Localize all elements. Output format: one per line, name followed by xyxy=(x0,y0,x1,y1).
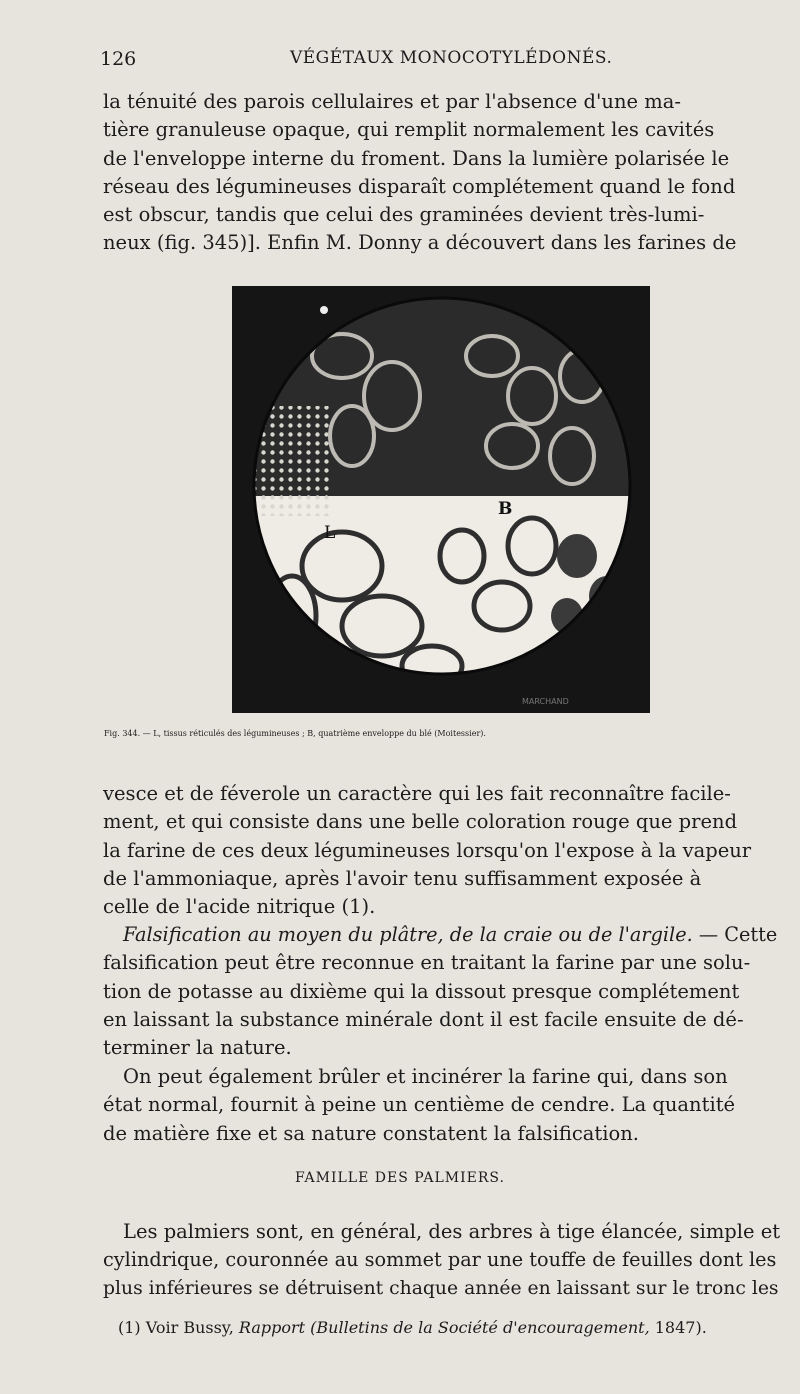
page-number: 126 xyxy=(100,48,137,70)
footnote-ref: Rapport xyxy=(238,1318,306,1337)
text-line: Les palmiers sont, en général, des arbres à tige élancée, simple et xyxy=(123,1220,781,1243)
text-line: état normal, fournit à peine un centième de cendre. La quantité xyxy=(103,1093,736,1117)
engraver-signature: MARCHAND xyxy=(522,697,569,706)
figure-label-b: B xyxy=(498,499,513,519)
text-line: de l'ammoniaque, après l'avoir tenu suffisamment exposée à xyxy=(103,866,702,890)
section-title: FAMILLE DES PALMIERS. xyxy=(295,1170,505,1186)
text-line: de matière fixe et sa nature constatent la falsification. xyxy=(103,1121,639,1145)
text-line: la farine de ces deux légumineuses lorsqu'on l'expose à la vapeur xyxy=(103,838,752,862)
text-line: tière granuleuse opaque, qui remplit normalement les cavités xyxy=(103,118,715,142)
running-title: VÉGÉTAUX MONOCOTYLÉDONÉS. xyxy=(290,48,613,68)
text-line: ment, et qui consiste dans une belle coloration rouge que prend xyxy=(103,810,738,834)
footnote-source: (Bulletins de la Société d'encouragement, xyxy=(310,1318,650,1337)
paragraph-1 xyxy=(103,88,783,258)
footnote xyxy=(118,1318,707,1337)
text-fragment: — Cette xyxy=(692,923,778,946)
text-line: celle de l'acide nitrique (1). xyxy=(103,895,376,919)
microscope-figure xyxy=(232,286,650,713)
text-line: falsification peut être reconnue en traitant la farine par une solu- xyxy=(103,951,751,975)
text-line: cylindrique, couronnée au sommet par une touffe de feuilles dont les xyxy=(103,1248,777,1272)
paragraph-3 xyxy=(103,921,783,1062)
text-line: On peut également brûler et incinérer la farine qui, dans son xyxy=(123,1065,728,1088)
footnote-year: 1847). xyxy=(654,1318,707,1337)
paragraph-5 xyxy=(103,1218,783,1303)
micrograph-illustration xyxy=(232,286,650,713)
text-line: réseau des légumineuses disparaît complétement quand le fond xyxy=(103,174,736,198)
text-line: de l'enveloppe interne du froment. Dans la lumière polarisée le xyxy=(103,146,730,170)
text-line: est obscur, tandis que celui des graminées devient très-lumi- xyxy=(103,203,705,227)
page-header xyxy=(100,48,790,76)
footnote-marker: (1) Voir Bussy, xyxy=(118,1318,234,1337)
paragraph-4 xyxy=(103,1063,783,1148)
text-line: tion de potasse au dixième qui la dissout presque complétement xyxy=(103,979,740,1003)
text-line: la ténuité des parois cellulaires et par l'absence d'une ma- xyxy=(103,90,681,113)
text-line: en laissant la substance minérale dont il est facile ensuite de dé- xyxy=(103,1007,744,1031)
text-line: plus inférieures se détruisent chaque année en laissant sur le tronc les xyxy=(103,1277,779,1299)
paragraph-2 xyxy=(103,780,783,921)
figure-caption: Fig. 344. — L, tissus réticulés des légumineuses ; B, quatrième enveloppe du blé (Moitessier). xyxy=(104,729,486,738)
figure-label-l: L xyxy=(324,523,336,543)
text-line: terminer la nature. xyxy=(103,1036,292,1060)
text-line: neux (fig. 345)]. Enfin M. Donny a découvert dans les farines de xyxy=(103,231,737,255)
text-line: vesce et de féverole un caractère qui les fait reconnaître facile- xyxy=(103,782,731,805)
italic-heading: Falsification au moyen du plâtre, de la craie ou de l'argile. xyxy=(123,923,693,946)
text-line xyxy=(103,921,783,949)
